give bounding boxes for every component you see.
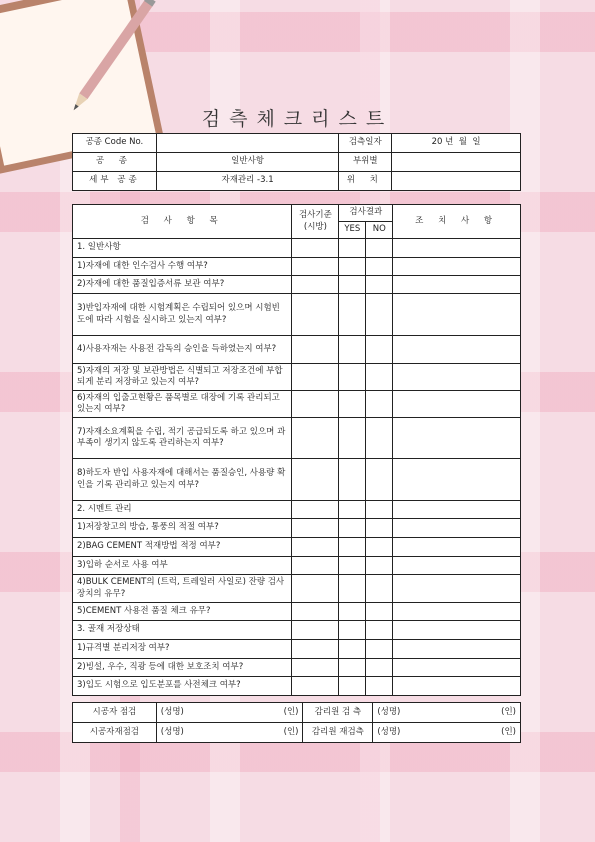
yes-cell[interactable] xyxy=(339,640,366,659)
yes-cell[interactable] xyxy=(339,294,366,336)
no-cell[interactable] xyxy=(366,677,393,696)
checklist-item: 1)저장창고의 방습, 통풍의 적절 여부? xyxy=(73,519,292,538)
no-cell[interactable] xyxy=(366,294,393,336)
yes-cell[interactable] xyxy=(339,418,366,459)
no-cell[interactable] xyxy=(366,418,393,459)
yes-cell[interactable] xyxy=(339,336,366,364)
standard-cell[interactable] xyxy=(292,501,339,519)
supervisor-reinspect-label: 감리원 재검측 xyxy=(303,723,373,743)
action-cell[interactable] xyxy=(393,258,521,276)
yes-cell[interactable] xyxy=(339,276,366,294)
section-heading: 3. 골재 저장상태 xyxy=(73,621,292,640)
action-cell[interactable] xyxy=(393,603,521,621)
action-cell[interactable] xyxy=(393,621,521,640)
signature-table xyxy=(72,702,521,743)
checklist-table xyxy=(72,204,521,696)
checklist-item: 2)자재에 대한 품질입증서류 보관 여부? xyxy=(73,276,292,294)
part-label: 부위별 xyxy=(339,153,392,172)
no-cell[interactable] xyxy=(366,336,393,364)
supervisor-inspect-signature[interactable] xyxy=(373,703,521,723)
col-header-yes: YES xyxy=(339,222,366,239)
action-cell[interactable] xyxy=(393,418,521,459)
standard-cell[interactable] xyxy=(292,557,339,575)
yes-cell[interactable] xyxy=(339,677,366,696)
name-mark: (성명) xyxy=(160,726,184,737)
no-cell[interactable] xyxy=(366,621,393,640)
sub-trade-field[interactable]: 자재관리 -3.1 xyxy=(156,172,338,191)
yes-cell[interactable] xyxy=(339,603,366,621)
checklist-item: 3)입하 순서로 사용 여부 xyxy=(73,557,292,575)
action-cell[interactable] xyxy=(393,501,521,519)
yes-cell[interactable] xyxy=(339,519,366,538)
standard-cell[interactable] xyxy=(292,659,339,677)
no-cell[interactable] xyxy=(366,659,393,677)
checklist-item: 3)반입자재에 대한 시험계획은 수립되어 있으며 시험빈도에 따라 시험을 실시하고 있는지 여부? xyxy=(73,294,292,336)
no-cell[interactable] xyxy=(366,258,393,276)
standard-cell[interactable] xyxy=(292,640,339,659)
yes-cell[interactable] xyxy=(339,538,366,557)
checklist-item: 5)CEMENT 사용전 품질 체크 유무? xyxy=(73,603,292,621)
inspect-date-field[interactable]: 20 년 월 일 xyxy=(392,134,521,153)
no-cell[interactable] xyxy=(366,557,393,575)
standard-cell[interactable] xyxy=(292,418,339,459)
yes-cell[interactable] xyxy=(339,364,366,391)
action-cell[interactable] xyxy=(393,336,521,364)
standard-cell[interactable] xyxy=(292,677,339,696)
standard-cell[interactable] xyxy=(292,538,339,557)
yes-cell[interactable] xyxy=(339,501,366,519)
contractor-check-label: 시공자 점검 xyxy=(73,703,157,723)
no-cell[interactable] xyxy=(366,519,393,538)
seal-mark: (인) xyxy=(501,726,516,737)
yes-cell[interactable] xyxy=(339,575,366,603)
seal-mark: (인) xyxy=(283,706,299,717)
no-cell[interactable] xyxy=(366,364,393,391)
checklist-item: 2)빙설, 우수, 직광 등에 대한 보호조치 여부? xyxy=(73,659,292,677)
no-cell[interactable] xyxy=(366,276,393,294)
no-cell[interactable] xyxy=(366,391,393,418)
no-cell[interactable] xyxy=(366,459,393,501)
standard-cell[interactable] xyxy=(292,239,339,258)
code-field[interactable] xyxy=(156,134,338,153)
checklist-item: 1)자재에 대한 인수검사 수행 여부? xyxy=(73,258,292,276)
page-title: 검측체크리스트 xyxy=(201,108,394,130)
contractor-recheck-signature[interactable] xyxy=(156,723,303,743)
yes-cell[interactable] xyxy=(339,557,366,575)
standard-cell[interactable] xyxy=(292,364,339,391)
checklist-item: 5)자재의 저장 및 보관방법은 식별되고 저장조건에 부합되게 분리 저장하고 있는지 여부? xyxy=(73,364,292,391)
section-heading: 1. 일반사항 xyxy=(73,239,292,258)
header-info-table xyxy=(72,133,521,191)
action-cell[interactable] xyxy=(393,294,521,336)
standard-cell[interactable] xyxy=(292,519,339,538)
standard-cell[interactable] xyxy=(292,459,339,501)
checklist-item: 8)하도자 반입 사용자재에 대해서는 품질승인, 사용량 확인을 기록 관리하고 있는지 여부? xyxy=(73,459,292,501)
location-label: 위 치 xyxy=(339,172,392,191)
supervisor-reinspect-signature[interactable] xyxy=(373,723,521,743)
yes-cell[interactable] xyxy=(339,459,366,501)
contractor-recheck-label: 시공자재점검 xyxy=(73,723,157,743)
checklist-item: 3)입도 시험으로 입도분포를 사전체크 여부? xyxy=(73,677,292,696)
seal-mark: (인) xyxy=(501,706,516,717)
no-cell[interactable] xyxy=(366,603,393,621)
name-mark: (성명) xyxy=(160,706,184,717)
contractor-check-signature[interactable] xyxy=(156,703,303,723)
col-header-action: 조 치 사 항 xyxy=(393,205,521,239)
checklist-item: 7)자재소요계획을 수립, 적기 공급되도록 하고 있으며 과부족이 생기지 않도록 관리하는지 여부? xyxy=(73,418,292,459)
action-cell[interactable] xyxy=(393,640,521,659)
no-cell[interactable] xyxy=(366,575,393,603)
standard-cell[interactable] xyxy=(292,621,339,640)
action-cell[interactable] xyxy=(393,538,521,557)
col-header-result: 검사결과 xyxy=(339,205,393,222)
action-cell[interactable] xyxy=(393,364,521,391)
no-cell[interactable] xyxy=(366,538,393,557)
inspect-date-label: 검측일자 xyxy=(339,134,392,153)
section-heading: 2. 시멘트 관리 xyxy=(73,501,292,519)
action-cell[interactable] xyxy=(393,519,521,538)
yes-cell[interactable] xyxy=(339,391,366,418)
yes-cell[interactable] xyxy=(339,258,366,276)
name-mark: (성명) xyxy=(377,726,401,737)
action-cell[interactable] xyxy=(393,239,521,258)
seal-mark: (인) xyxy=(283,726,299,737)
standard-cell[interactable] xyxy=(292,575,339,603)
no-cell[interactable] xyxy=(366,640,393,659)
col-header-no: NO xyxy=(366,222,393,239)
trade-label: 공 종 xyxy=(73,153,157,172)
part-field[interactable] xyxy=(392,153,521,172)
no-cell[interactable] xyxy=(366,501,393,519)
yes-cell[interactable] xyxy=(339,659,366,677)
checklist-item: 6)자재의 입출고현황은 품목별로 대장에 기록 관리되고 있는지 여부? xyxy=(73,391,292,418)
standard-cell[interactable] xyxy=(292,336,339,364)
name-mark: (성명) xyxy=(377,706,401,717)
sub-trade-label: 세부 공종 xyxy=(73,172,157,191)
checklist-item: 1)규격별 분리저장 여부? xyxy=(73,640,292,659)
col-header-standard: 검사기준 (시방) xyxy=(292,205,339,239)
code-label: 공종 Code No. xyxy=(73,134,157,153)
yes-cell[interactable] xyxy=(339,239,366,258)
checklist-item: 4)BULK CEMENT의 (트럭, 트레일러 사일로) 잔량 검사장치의 유무? xyxy=(73,575,292,603)
supervisor-inspect-label: 감리원 검 측 xyxy=(303,703,373,723)
checklist-item: 4)사용자재는 사용전 감독의 승인을 득하였는지 여부? xyxy=(73,336,292,364)
standard-cell[interactable] xyxy=(292,258,339,276)
action-cell[interactable] xyxy=(393,391,521,418)
action-cell[interactable] xyxy=(393,276,521,294)
standard-cell[interactable] xyxy=(292,294,339,336)
action-cell[interactable] xyxy=(393,677,521,696)
location-field[interactable] xyxy=(392,172,521,191)
no-cell[interactable] xyxy=(366,239,393,258)
col-header-item: 검 사 항 목 xyxy=(73,205,292,239)
standard-cell[interactable] xyxy=(292,276,339,294)
standard-cell[interactable] xyxy=(292,391,339,418)
standard-cell[interactable] xyxy=(292,603,339,621)
yes-cell[interactable] xyxy=(339,621,366,640)
action-cell[interactable] xyxy=(393,557,521,575)
action-cell[interactable] xyxy=(393,459,521,501)
trade-field[interactable]: 일반사항 xyxy=(156,153,338,172)
action-cell[interactable] xyxy=(393,659,521,677)
checklist-item: 2)BAG CEMENT 적재방법 적정 여부? xyxy=(73,538,292,557)
action-cell[interactable] xyxy=(393,575,521,603)
